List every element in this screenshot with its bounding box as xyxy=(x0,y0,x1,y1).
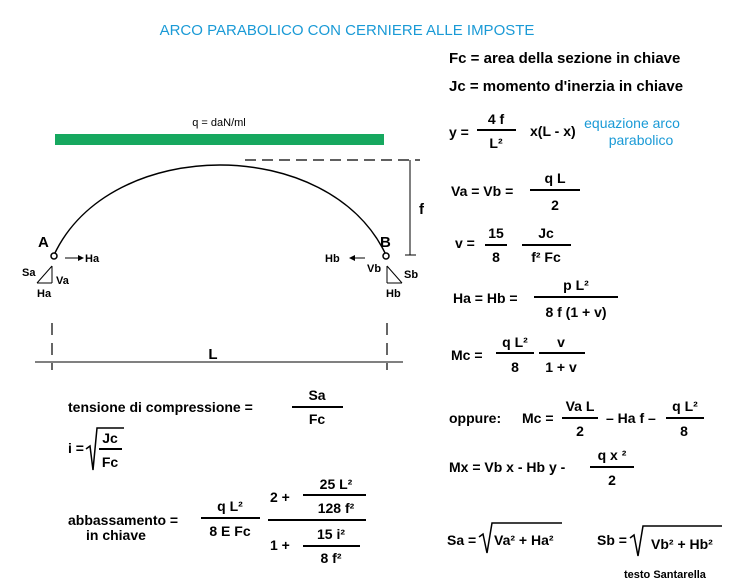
mc-formula-num2: v xyxy=(557,334,565,350)
i-formula-den: Fc xyxy=(101,454,119,470)
deflection-lhs-1: abbassamento = xyxy=(68,512,179,528)
vab-formula-num: q L xyxy=(544,170,566,186)
deflection-top-den: 128 f² xyxy=(317,500,355,516)
support-b-label: B xyxy=(380,234,391,251)
tension-formula-den: Fc xyxy=(308,411,326,427)
va-label: Va xyxy=(56,275,69,287)
alt-mc-num1: Va L xyxy=(565,398,595,414)
v-formula-den2: f² Fc xyxy=(531,249,561,265)
mc-formula-num1: q L² xyxy=(502,334,528,350)
vb-label: Vb xyxy=(367,263,382,275)
v-formula-lhs: v = xyxy=(455,235,475,251)
i-formula-num: Jc xyxy=(102,430,118,446)
vab-formula-den: 2 xyxy=(551,197,559,213)
distributed-load-bar xyxy=(55,134,384,145)
i-formula-lhs: i = xyxy=(68,440,84,456)
v-formula-den1: 8 xyxy=(492,249,500,265)
y-formula-num: 4 f xyxy=(487,111,505,127)
alt-mc-num2: q L² xyxy=(672,398,698,414)
tension-formula-num: Sa xyxy=(308,387,326,403)
mc-formula-den1: 8 xyxy=(511,359,519,375)
v-formula-num1: 15 xyxy=(488,225,504,241)
y-formula-den: L² xyxy=(489,135,503,151)
support-a-label: A xyxy=(38,234,49,251)
mx-formula-num: q x ² xyxy=(597,447,627,463)
load-label: q = daN/ml xyxy=(192,117,246,129)
mx-formula-lhs: Mx = Vb x - Hb y - xyxy=(449,459,566,475)
tension-formula-lhs: tensione di compressione = xyxy=(68,399,253,415)
credit-text: testo Santarella xyxy=(624,569,706,581)
sb-label: Sb xyxy=(404,269,419,281)
figure-title: ARCO PARABOLICO CON CERNIERE ALLE IMPOSTE xyxy=(159,22,535,39)
deflection-bot-num: 15 i² xyxy=(316,526,346,542)
hb-small-label: Hb xyxy=(386,288,401,300)
force-triangle-b-hyp xyxy=(387,266,402,283)
mc-formula-lhs: Mc = xyxy=(451,347,483,363)
mc-formula-den2: 1 + v xyxy=(545,359,577,375)
y-formula-lhs: y = xyxy=(449,124,469,140)
hb-arrowhead xyxy=(349,255,355,261)
alt-formula-oppure: oppure: xyxy=(449,410,502,426)
deflection-top-num: 25 L² xyxy=(319,476,353,492)
alt-mc-lhs: Mc = xyxy=(522,410,554,426)
sa-formula-radicand: Va² + Ha² xyxy=(494,532,554,548)
ha-small-label: Ha xyxy=(37,288,52,300)
hinge-b xyxy=(383,253,389,259)
alt-mc-den1: 2 xyxy=(576,423,584,439)
sb-formula-lhs: Sb = xyxy=(597,532,627,548)
sa-label: Sa xyxy=(22,267,36,279)
force-triangle-a-hyp xyxy=(37,266,52,283)
hab-formula-num: p L² xyxy=(563,277,589,293)
deflection-num: q L² xyxy=(217,498,243,514)
mx-formula-den: 2 xyxy=(608,472,616,488)
arch-equation-note-2: parabolico xyxy=(608,132,674,148)
deflection-bot-pre: 1 + xyxy=(270,537,290,553)
jc-definition: Jc = momento d'inerzia in chiave xyxy=(449,78,684,95)
v-formula-num2: Jc xyxy=(538,225,554,241)
hinge-a xyxy=(51,253,57,259)
parabolic-arch xyxy=(54,165,386,255)
deflection-top-pre: 2 + xyxy=(270,489,290,505)
deflection-den: 8 E Fc xyxy=(209,523,251,539)
ha-arrowhead xyxy=(78,255,84,261)
fc-definition: Fc = area della sezione in chiave xyxy=(449,50,681,67)
deflection-bot-den: 8 f² xyxy=(320,550,342,566)
vab-formula-lhs: Va = Vb = xyxy=(451,183,514,199)
arch-equation-note-1: equazione arco xyxy=(584,115,680,131)
deflection-lhs-2: in chiave xyxy=(86,527,146,543)
hb-label: Hb xyxy=(325,253,340,265)
ha-label: Ha xyxy=(85,253,100,265)
alt-mc-den2: 8 xyxy=(680,423,688,439)
sa-formula-lhs: Sa = xyxy=(447,532,477,548)
hab-formula-den: 8 f (1 + v) xyxy=(545,304,607,320)
span-label: L xyxy=(208,346,218,363)
sb-formula-radicand: Vb² + Hb² xyxy=(651,536,713,552)
alt-mc-middle: – Ha f – xyxy=(606,410,656,426)
y-formula-rhs: x(L - x) xyxy=(530,123,576,139)
hab-formula-lhs: Ha = Hb = xyxy=(453,290,518,306)
rise-label: f xyxy=(419,201,424,218)
